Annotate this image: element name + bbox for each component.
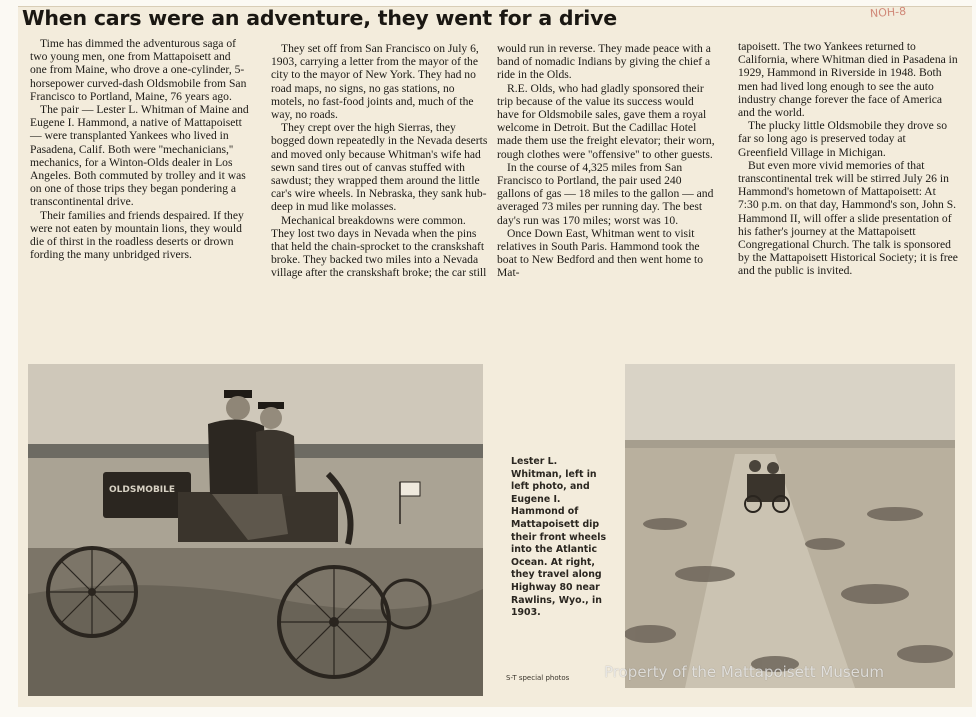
paragraph: In the course of 4,325 miles from San Francisco to Portland, the pair used 240 gallons of gas — 18 miles to the gallon — and averaged 73 miles per running day. The best day's run was 170 miles; worst was 10. (497, 160, 714, 227)
article-column-4 (738, 40, 958, 278)
paragraph: would run in reverse. They made peace with a band of nomadic Indians by giving the chief a ride in the Olds. (497, 42, 711, 82)
paragraph: Time has dimmed the adventurous saga of two young men, one from Mattapoisett and one from Maine, who drove a one-cylinder, 5-horsepower curved-dash Oldsmobile from San Francisco to Portland, Maine, 76 years ago. (30, 37, 247, 103)
paragraph: tapoisett. The two Yankees returned to California, where Whitman died in Pasadena in 1929, Hammond in Riverside in 1948. Both men had lived long enough to see the auto industry change forever the face of America and the world. (738, 40, 958, 120)
paragraph: But even more vivid memories of that transcontinental trek will be stirred July 26 in Hammond's hometown of Mattapoisett: At 7:30 p.m. on that day, Hammond's son, John S. Hammond II, will offer a slide presentation of his father's journey at the Mattapoisett Congregational Church. The talk is sponsored by the Mattapoisett Historical Society; it is free and the public is invited. (738, 158, 958, 278)
oldsmobile-photo-illustration (28, 364, 483, 696)
photo-highway-80 (625, 364, 955, 688)
paragraph: Their families and friends despaired. If they were not eaten by mountain lions, they would die of thirst in the roadless deserts or drown fording the many unbridged rivers. (30, 208, 244, 262)
car-sign-text: OLDSMOBILE (109, 485, 176, 495)
highway-photo-illustration (625, 364, 955, 688)
paragraph: Once Down East, Whitman went to visit relatives in South Paris. Hammond took the boat to New Bedford and then went home to Mat- (497, 226, 704, 280)
paragraph: Mechanical breakdowns were common. They lost two days in Nevada when the pins that held the chain-sprocket to the cranskshaft broke. They backed two miles into a Nevada village after the cranskshaft broke; the car still (271, 213, 487, 280)
paragraph: The pair — Lester L. Whitman of Maine and Eugene I. Hammond, a native of Mattapoisett — were transplanted Yankees who lived in Pasadena, Calif. Both were ''mechanicians,'' mechanics, for a Winton-Olds dealer in Los Angeles. Both commuted by trolley and it was on one of those trips they began pondering a transcontinental drive. (30, 103, 249, 209)
archive-mark: NOH-8 (869, 4, 907, 21)
paragraph: The plucky little Oldsmobile they drove so far so long ago is preserved today at Greenfield Village in Michigan. (738, 119, 947, 159)
paragraph: They set off from San Francisco on July 6, 1903, carrying a letter from the mayor of the city to the mayor of New York. They had no road maps, no signs, no gas stations, no motels, no fast-food joints and, much of the way, no roads. (271, 42, 479, 122)
headline: When cars were an adventure, they went for a drive (22, 6, 618, 30)
photo-oldsmobile-at-ocean (28, 364, 483, 696)
paragraph: They crept over the high Sierras, they bogged down repeatedly in the Nevada deserts and moved only because Whitman's wife had sewn sand tires out of canvas stuffed with sawdust; they wrapped them around the little car's wire wheels. In Nebraska, they sank hub-deep in mud like molasses. (271, 121, 488, 214)
photo-credit: S-T special photos (506, 674, 570, 682)
article-column-3 (497, 42, 717, 280)
article-column-2 (271, 42, 491, 280)
article-column-1 (30, 37, 250, 261)
paragraph: R.E. Olds, who had gladly sponsored their trip because of the value its success would have for Oldsmobile sales, gave them a royal welcome in Detroit. But the Cadillac Hotel made them use the freight elevator; their worn, rough clothes were ''offensive'' to other guests. (497, 81, 715, 161)
museum-watermark: Property of the Mattapoisett Museum (604, 663, 884, 681)
photo-caption: Lester L. Whitman, left in left photo, and Eugene I. Hammond of Mattapoisett dip their front wheels into the Atlantic Ocean. At right, they travel along Highway 80 near Rawlins, Wyo., in 1903. (511, 456, 607, 619)
